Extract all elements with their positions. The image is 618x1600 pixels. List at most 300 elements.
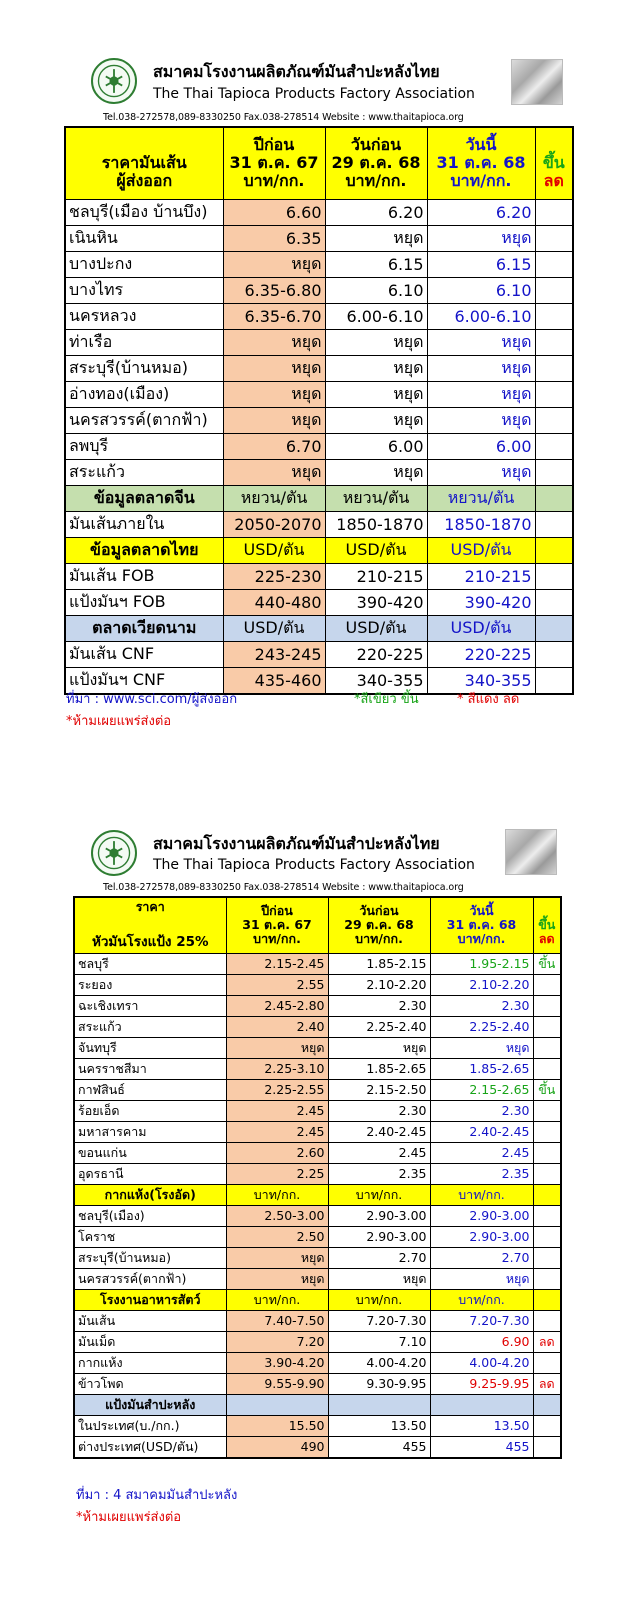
change-indicator: ลด: [533, 1331, 561, 1352]
table-row: [74, 974, 561, 995]
prev-year-value: หยุด: [223, 381, 325, 407]
today-value: หยุด: [430, 1268, 533, 1289]
header-today: [427, 127, 535, 199]
change-indicator: [535, 355, 573, 381]
prev-year-value: หยุด: [223, 407, 325, 433]
change-indicator: ขึ้น: [533, 1079, 561, 1100]
today-value: 2.90-3.00: [430, 1226, 533, 1247]
header-up-label: ขึ้น: [538, 916, 556, 932]
prev-year-value: 3.90-4.20: [226, 1352, 328, 1373]
today-value: 6.10: [427, 277, 535, 303]
section-title: ข้อมูลตลาดจีน: [65, 485, 223, 511]
row-name: สระแก้ว: [65, 459, 223, 485]
row-name: โคราช: [74, 1226, 226, 1247]
section-title: ตลาดเวียดนาม: [65, 615, 223, 641]
header-prev-day-date: 29 ต.ค. 68: [331, 153, 421, 173]
today-value: 9.25-9.95: [430, 1373, 533, 1394]
prev-day-value: 9.30-9.95: [328, 1373, 430, 1394]
row-name: นครราชสีมา: [74, 1058, 226, 1079]
table-row: [65, 303, 573, 329]
association-title-en: The Thai Tapioca Products Factory Association: [153, 857, 475, 873]
row-name: ฉะเชิงเทรา: [74, 995, 226, 1016]
table-row: [65, 277, 573, 303]
today-value: 4.00-4.20: [430, 1352, 533, 1373]
prev-day-value: 390-420: [325, 589, 427, 615]
header-prev-year-label: ปีก่อน: [253, 134, 295, 154]
contact-line: Tel.038-272578,089-8330250 Fax.038-278514 Website : www.thaitapioca.org: [103, 112, 464, 123]
prev-day-value: 2.90-3.00: [328, 1226, 430, 1247]
today-value: 2.25-2.40: [430, 1016, 533, 1037]
section-blank: [430, 1394, 533, 1415]
table-row: [74, 1142, 561, 1163]
association-title-th: สมาคมโรงงานผลิตภัณฑ์มันสำปะหลังไทย: [153, 834, 440, 853]
today-value: 6.00: [427, 433, 535, 459]
change-indicator: ลด: [533, 1373, 561, 1394]
change-indicator: [535, 381, 573, 407]
table-row: [74, 1352, 561, 1373]
change-indicator: [535, 641, 573, 667]
section-unit-today: USD/ตัน: [427, 615, 535, 641]
change-indicator: [533, 1415, 561, 1436]
table-header-row: [74, 897, 561, 953]
section-unit-prev-day: บาท/กก.: [328, 1184, 430, 1205]
prev-day-value: หยุด: [325, 381, 427, 407]
table-row: [65, 589, 573, 615]
no-share-warning: *ห้ามเผยแพร่ส่งต่อ: [76, 1510, 182, 1525]
row-name: สระแก้ว: [74, 1016, 226, 1037]
prev-day-value: 6.10: [325, 277, 427, 303]
header-up-label: ขึ้น: [542, 152, 565, 172]
table-row: [74, 1016, 561, 1037]
change-indicator: [535, 303, 573, 329]
header-label-line1: ราคา: [135, 899, 165, 914]
prev-day-value: หยุด: [328, 1037, 430, 1058]
row-name: ชลบุรี(เมือง): [74, 1205, 226, 1226]
today-value: 6.15: [427, 251, 535, 277]
change-indicator: [535, 667, 573, 694]
change-indicator: [533, 995, 561, 1016]
table-row: [65, 199, 573, 225]
change-indicator: [533, 1268, 561, 1289]
table-row: [74, 1268, 561, 1289]
header-label-line2: ผู้ส่งออก: [116, 171, 173, 191]
row-name: บางปะกง: [65, 251, 223, 277]
table-row: [74, 1331, 561, 1352]
prev-day-value: หยุด: [325, 407, 427, 433]
table-row: [74, 1436, 561, 1458]
table-header-row: [65, 127, 573, 199]
association-logo-icon: [91, 830, 137, 876]
change-indicator: [535, 433, 573, 459]
prev-day-value: 220-225: [325, 641, 427, 667]
row-name: ชลบุรี(เมือง บ้านบึง): [65, 199, 223, 225]
row-name: ต่างประเทศ(USD/ตัน): [74, 1436, 226, 1458]
no-share-warning: *ห้ามเผยแพร่ส่งต่อ: [66, 714, 172, 729]
change-indicator: [533, 1142, 561, 1163]
change-indicator: [533, 1058, 561, 1079]
prev-year-value: 6.35-6.70: [223, 303, 325, 329]
prev-day-value: 6.20: [325, 199, 427, 225]
today-value: 340-355: [427, 667, 535, 694]
row-name: มหาสารคาม: [74, 1121, 226, 1142]
change-indicator: [533, 1226, 561, 1247]
today-value: 1.95-2.15: [430, 953, 533, 974]
today-value: 2.40-2.45: [430, 1121, 533, 1142]
table-row: [65, 329, 573, 355]
row-name: ระยอง: [74, 974, 226, 995]
prev-day-value: 7.10: [328, 1331, 430, 1352]
section-blank: [535, 615, 573, 641]
tapioca-chips-photo: [505, 829, 557, 875]
prev-day-value: 13.50: [328, 1415, 430, 1436]
header-prev-year-date: 31 ต.ค. 67: [229, 153, 319, 173]
row-name: เนินหิน: [65, 225, 223, 251]
table-row: [74, 1310, 561, 1331]
prev-year-value: 2050-2070: [223, 511, 325, 537]
section-title: แป้งมันสำปะหลัง: [74, 1394, 226, 1415]
header-down-label: ลด: [543, 171, 564, 191]
change-indicator: [535, 199, 573, 225]
prev-day-value: 210-215: [325, 563, 427, 589]
section-unit-prev-year: บาท/กก.: [226, 1184, 328, 1205]
section-unit-prev-year: USD/ตัน: [223, 615, 325, 641]
today-value: 2.15-2.65: [430, 1079, 533, 1100]
prev-day-value: 2.35: [328, 1163, 430, 1184]
association-logo-icon: [91, 58, 137, 104]
table-row: [65, 641, 573, 667]
header-today: [430, 897, 533, 953]
change-indicator: [535, 329, 573, 355]
today-value: 6.20: [427, 199, 535, 225]
row-name: มันเส้น: [74, 1310, 226, 1331]
row-name: ในประเทศ(บ./กก.): [74, 1415, 226, 1436]
today-value: 2.30: [430, 1100, 533, 1121]
table-row: [74, 1373, 561, 1394]
table-row: [74, 1100, 561, 1121]
header-down-label: ลด: [538, 931, 555, 947]
row-name: ชลบุรี: [74, 953, 226, 974]
prev-year-value: 2.45: [226, 1100, 328, 1121]
change-indicator: [535, 277, 573, 303]
today-value: 455: [430, 1436, 533, 1458]
section-animal-feed: [74, 1289, 561, 1310]
table-row: [74, 1163, 561, 1184]
header-prev-year-unit: บาท/กก.: [253, 931, 301, 947]
table-row: [65, 511, 573, 537]
today-value: หยุด: [427, 381, 535, 407]
prev-year-value: 2.50-3.00: [226, 1205, 328, 1226]
change-indicator: [533, 1205, 561, 1226]
prev-year-value: หยุด: [223, 459, 325, 485]
today-value: 220-225: [427, 641, 535, 667]
prev-year-value: หยุด: [223, 329, 325, 355]
prev-year-value: 2.60: [226, 1142, 328, 1163]
section-unit-prev-day: USD/ตัน: [325, 615, 427, 641]
table-row: [74, 953, 561, 974]
section-title: ข้อมูลตลาดไทย: [65, 537, 223, 563]
prev-day-value: 455: [328, 1436, 430, 1458]
section-blank: [535, 537, 573, 563]
section-china-market: [65, 485, 573, 511]
prev-day-value: 4.00-4.20: [328, 1352, 430, 1373]
prev-day-value: 7.20-7.30: [328, 1310, 430, 1331]
prev-year-value: 2.55: [226, 974, 328, 995]
header-label-line2: หัวมันโรงแป้ง 25%: [91, 933, 209, 950]
prev-year-value: หยุด: [223, 251, 325, 277]
section-thai-market: [65, 537, 573, 563]
prev-year-value: 15.50: [226, 1415, 328, 1436]
prev-day-value: 6.15: [325, 251, 427, 277]
section-blank: [533, 1289, 561, 1310]
prev-day-value: หยุด: [325, 459, 427, 485]
table-row: [65, 381, 573, 407]
header-label: [65, 127, 223, 199]
cassava-chip-price-table: [64, 126, 574, 695]
section-vietnam-market: [65, 615, 573, 641]
header-prev-day-date: 29 ต.ค. 68: [344, 917, 414, 933]
prev-day-value: 1850-1870: [325, 511, 427, 537]
header-prev-day: [328, 897, 430, 953]
header-today-date: 31 ต.ค. 68: [446, 917, 517, 933]
header-updown: [535, 127, 573, 199]
source-note: ที่มา : 4 สมาคมมันสำปะหลัง: [76, 1488, 238, 1503]
fresh-root-price-table: [73, 896, 562, 1459]
prev-day-value: 2.30: [328, 1100, 430, 1121]
change-indicator: [533, 1163, 561, 1184]
today-value: 13.50: [430, 1415, 533, 1436]
prev-year-value: 2.25-3.10: [226, 1058, 328, 1079]
prev-year-value: 6.60: [223, 199, 325, 225]
row-name: มันเส้น FOB: [65, 563, 223, 589]
section-unit-today: USD/ตัน: [427, 537, 535, 563]
section-blank: [533, 1184, 561, 1205]
today-value: หยุด: [427, 225, 535, 251]
table-row: [65, 355, 573, 381]
prev-day-value: 2.10-2.20: [328, 974, 430, 995]
header-prev-day-label: วันก่อน: [359, 902, 399, 918]
row-name: แป้งมันฯ FOB: [65, 589, 223, 615]
row-name: ลพบุรี: [65, 433, 223, 459]
row-name: นครหลวง: [65, 303, 223, 329]
row-name: อ่างทอง(เมือง): [65, 381, 223, 407]
change-indicator: [535, 407, 573, 433]
today-value: 2.45: [430, 1142, 533, 1163]
header-prev-day-label: วันก่อน: [350, 134, 402, 154]
today-value: 2.30: [430, 995, 533, 1016]
prev-day-value: 2.15-2.50: [328, 1079, 430, 1100]
today-value: 1.85-2.65: [430, 1058, 533, 1079]
change-indicator: [533, 1100, 561, 1121]
table-row: [74, 1205, 561, 1226]
today-value: หยุด: [430, 1037, 533, 1058]
row-name: สระบุรี(บ้านหมอ): [74, 1247, 226, 1268]
contact-line: Tel.038-272578,089-8330250 Fax.038-278514 Website : www.thaitapioca.org: [103, 882, 464, 893]
header-prev-year: [226, 897, 328, 953]
prev-year-value: 9.55-9.90: [226, 1373, 328, 1394]
today-value: 1850-1870: [427, 511, 535, 537]
today-value: หยุด: [427, 355, 535, 381]
today-value: หยุด: [427, 407, 535, 433]
prev-year-value: 440-480: [223, 589, 325, 615]
header-prev-day-unit: บาท/กก.: [345, 171, 407, 191]
prev-year-value: 7.40-7.50: [226, 1310, 328, 1331]
prev-year-value: หยุด: [226, 1268, 328, 1289]
prev-year-value: 2.25: [226, 1163, 328, 1184]
section-blank: [226, 1394, 328, 1415]
prev-year-value: หยุด: [226, 1037, 328, 1058]
section-unit-prev-day: หยวน/ตัน: [325, 485, 427, 511]
today-value: 7.20-7.30: [430, 1310, 533, 1331]
section-unit-prev-year: USD/ตัน: [223, 537, 325, 563]
section-title: โรงงานอาหารสัตว์: [74, 1289, 226, 1310]
section-unit-prev-year: บาท/กก.: [226, 1289, 328, 1310]
today-value: 210-215: [427, 563, 535, 589]
prev-day-value: หยุด: [328, 1268, 430, 1289]
table-row: [74, 1037, 561, 1058]
today-value: 2.10-2.20: [430, 974, 533, 995]
header-today-label: วันนี้: [465, 134, 497, 154]
prev-year-value: หยุด: [223, 355, 325, 381]
section-unit-prev-year: หยวน/ตัน: [223, 485, 325, 511]
today-value: 6.00-6.10: [427, 303, 535, 329]
header-label-line1: ราคามันเส้น: [101, 152, 187, 172]
change-indicator: [535, 589, 573, 615]
change-indicator: [535, 563, 573, 589]
change-indicator: [533, 1352, 561, 1373]
section-blank: [533, 1394, 561, 1415]
change-indicator: [533, 974, 561, 995]
prev-year-value: 2.40: [226, 1016, 328, 1037]
table-row: [74, 1226, 561, 1247]
header-updown: [533, 897, 561, 953]
section-starch: [74, 1394, 561, 1415]
row-name: กาฬสินธ์: [74, 1079, 226, 1100]
prev-day-value: หยุด: [325, 355, 427, 381]
prev-year-value: 2.50: [226, 1226, 328, 1247]
prev-day-value: หยุด: [325, 225, 427, 251]
change-indicator: [533, 1037, 561, 1058]
today-value: 2.35: [430, 1163, 533, 1184]
table-row: [65, 433, 573, 459]
table-row: [74, 1058, 561, 1079]
change-indicator: ขึ้น: [533, 953, 561, 974]
prev-year-value: 435-460: [223, 667, 325, 694]
prev-day-value: 2.70: [328, 1247, 430, 1268]
prev-day-value: หยุด: [325, 329, 427, 355]
section-cassava-chips: [0, 0, 618, 740]
change-indicator: [533, 1436, 561, 1458]
prev-year-value: 6.70: [223, 433, 325, 459]
section-blank: [328, 1394, 430, 1415]
table-row: [74, 1079, 561, 1100]
prev-day-value: 6.00-6.10: [325, 303, 427, 329]
section-unit-prev-day: USD/ตัน: [325, 537, 427, 563]
today-value: 6.90: [430, 1331, 533, 1352]
table-row: [65, 251, 573, 277]
change-indicator: [533, 1310, 561, 1331]
row-name: นครสวรรค์(ตากฟ้า): [74, 1268, 226, 1289]
table-row: [74, 1415, 561, 1436]
row-name: ท่าเรือ: [65, 329, 223, 355]
prev-day-value: 1.85-2.65: [328, 1058, 430, 1079]
table-row: [74, 1121, 561, 1142]
prev-day-value: 6.00: [325, 433, 427, 459]
change-indicator: [535, 459, 573, 485]
row-name: บางไทร: [65, 277, 223, 303]
header-today-label: วันนี้: [469, 902, 494, 918]
section-unit-today: บาท/กก.: [430, 1184, 533, 1205]
prev-year-value: 6.35: [223, 225, 325, 251]
header-prev-day: [325, 127, 427, 199]
red-down-note: * สีแดง ลด: [457, 692, 520, 707]
change-indicator: [533, 1247, 561, 1268]
header-label: [74, 897, 226, 953]
header-today-date: 31 ต.ค. 68: [436, 153, 526, 173]
header-prev-year-label: ปีก่อน: [261, 902, 293, 918]
header-today-unit: บาท/กก.: [457, 931, 506, 947]
row-name: มันเส้นภายใน: [65, 511, 223, 537]
row-name: มันเส้น CNF: [65, 641, 223, 667]
table-row: [65, 225, 573, 251]
association-title-en: The Thai Tapioca Products Factory Association: [153, 86, 475, 102]
row-name: มันเม็ด: [74, 1331, 226, 1352]
today-value: หยุด: [427, 459, 535, 485]
prev-day-value: 2.45: [328, 1142, 430, 1163]
change-indicator: [535, 225, 573, 251]
table-row: [65, 407, 573, 433]
prev-year-value: 2.15-2.45: [226, 953, 328, 974]
row-name: นครสวรรค์(ตากฟ้า): [65, 407, 223, 433]
prev-day-value: 2.25-2.40: [328, 1016, 430, 1037]
table-row: [74, 1247, 561, 1268]
row-name: กากแห้ง: [74, 1352, 226, 1373]
prev-year-value: 2.45-2.80: [226, 995, 328, 1016]
tapioca-chips-photo: [511, 59, 563, 105]
row-name: อุดรธานี: [74, 1163, 226, 1184]
header-prev-year: [223, 127, 325, 199]
table-row: [65, 563, 573, 589]
prev-year-value: 7.20: [226, 1331, 328, 1352]
row-name: ขอนแก่น: [74, 1142, 226, 1163]
prev-day-value: 1.85-2.15: [328, 953, 430, 974]
association-title-th: สมาคมโรงงานผลิตภัณฑ์มันสำปะหลังไทย: [153, 62, 440, 81]
change-indicator: [533, 1016, 561, 1037]
row-name: ข้าวโพด: [74, 1373, 226, 1394]
source-note: ที่มา : www.sci.com/ผู้ส่งออก: [66, 692, 238, 707]
today-value: 390-420: [427, 589, 535, 615]
today-value: หยุด: [427, 329, 535, 355]
prev-day-value: 2.90-3.00: [328, 1205, 430, 1226]
prev-year-value: หยุด: [226, 1247, 328, 1268]
prev-year-value: 490: [226, 1436, 328, 1458]
change-indicator: [535, 511, 573, 537]
section-unit-today: หยวน/ตัน: [427, 485, 535, 511]
prev-year-value: 2.25-2.55: [226, 1079, 328, 1100]
section-blank: [535, 485, 573, 511]
section-title: กากแห้ง(โรงอัด): [74, 1184, 226, 1205]
section-dry-pulp: [74, 1184, 561, 1205]
prev-year-value: 225-230: [223, 563, 325, 589]
row-name: จันทบุรี: [74, 1037, 226, 1058]
row-name: แป้งมันฯ CNF: [65, 667, 223, 694]
prev-day-value: 2.40-2.45: [328, 1121, 430, 1142]
green-up-note: *สีเขียว ขึ้น: [354, 692, 419, 707]
prev-year-value: 2.45: [226, 1121, 328, 1142]
today-value: 2.90-3.00: [430, 1205, 533, 1226]
row-name: สระบุรี(บ้านหมอ): [65, 355, 223, 381]
header-today-unit: บาท/กก.: [450, 171, 512, 191]
change-indicator: [533, 1121, 561, 1142]
